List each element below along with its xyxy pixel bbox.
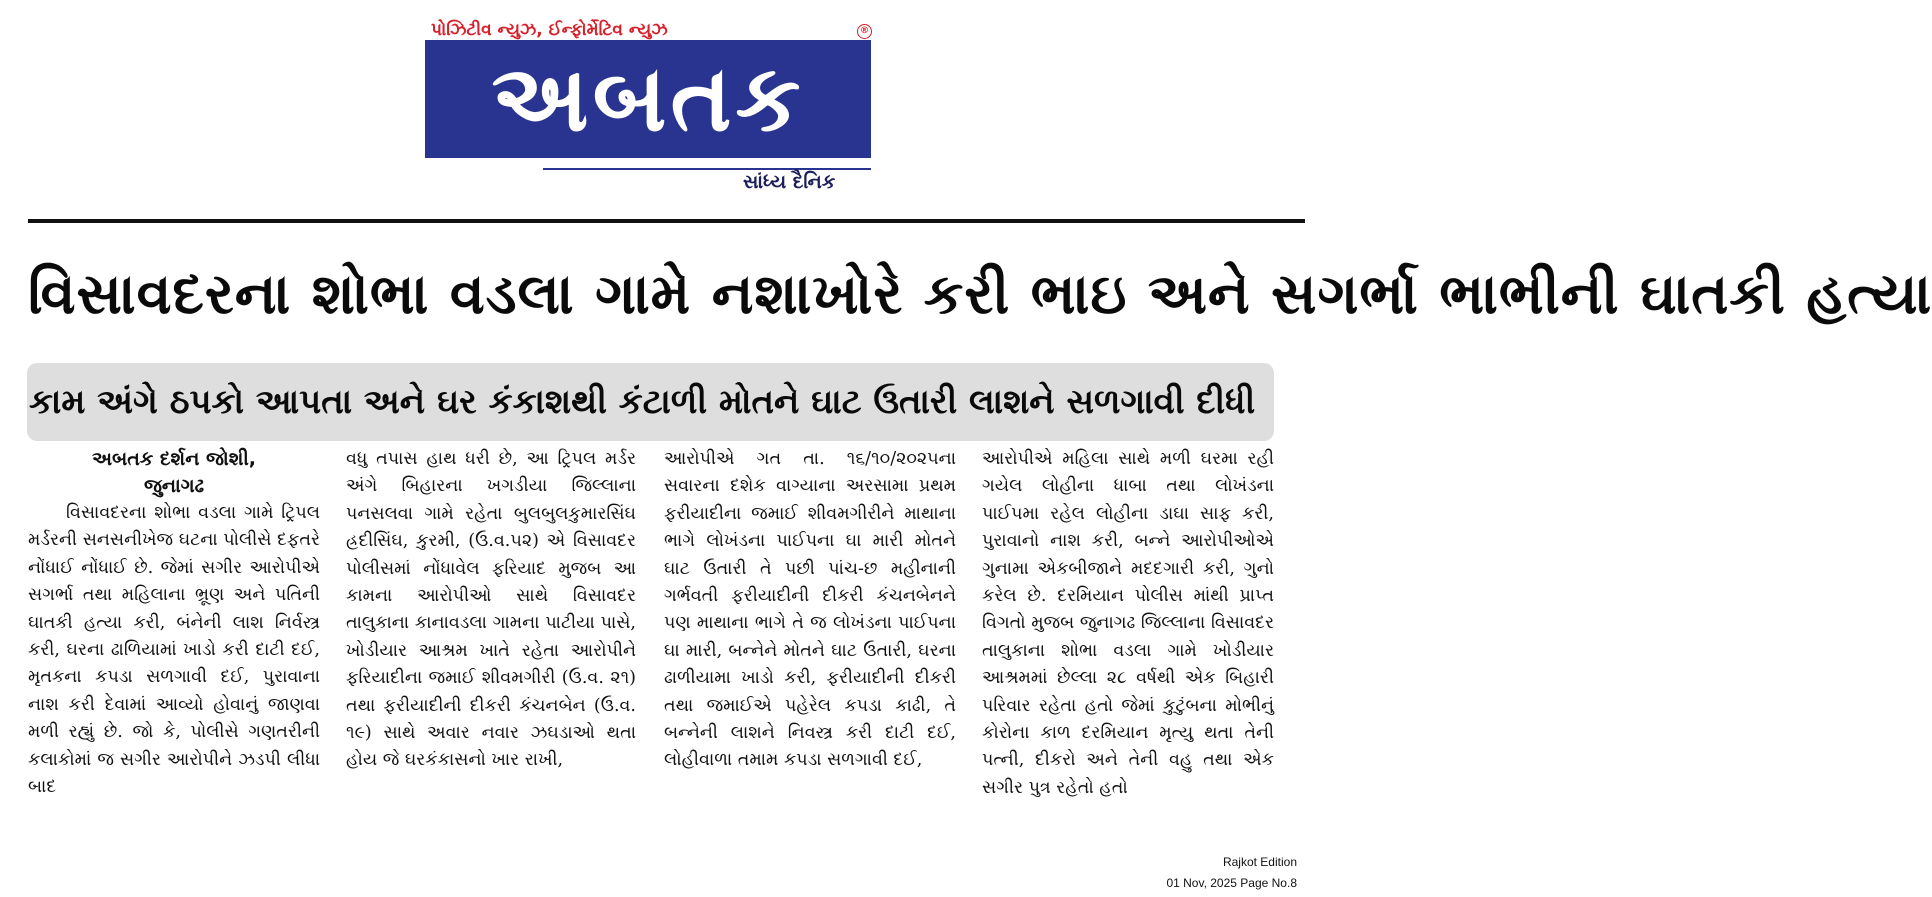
masthead <box>425 18 885 203</box>
column-text: આરોપીએ ગત તા. ૧૬/૧૦/૨૦૨૫ના સવારના દશેક વાગ્યાના અરસામા પ્રથમ ફરીયાદીના જમાઈ શીવમગીરીને માથાના ભાગે લોખંડના પાઈપના ઘા મારી મોતને ઘાટ ઉતારી તે પછી પાંચ-છ મહીનાની ગર્ભવતી ફરીયાદીની દીકરી કંચનબેનને પણ માથાના ભાગે તે જ લોખંડના પાઈપના ઘા મારી, બન્નેને મોતને ઘાટ ઉતારી, ઘરના ઢાળીયામા ખાડો કરી, ફરીયાદીની દીકરી તથા જમાઈએ પહેરેલ કપડા કાઢી, તે બન્નેની લાશને નિવસ્ત્ર કરી દાટી દઈ, લોહીવાળા તમામ કપડા સળગાવી દઈ, <box>664 449 956 771</box>
newspaper-logo: અબતક <box>425 40 871 158</box>
article-column-2 <box>346 446 636 836</box>
edition-info <box>1166 852 1297 894</box>
article-headline: વિસાવદરના શોભા વડલા ગામે નશાખોરે કરી ભાઇ અને સગર્ભા ભાભીની ઘાતકી હત્યા <box>28 262 1932 327</box>
article-column-1 <box>28 446 320 836</box>
masthead-subtitle: સાંધ્ય દૈનિક <box>743 171 836 193</box>
article-column-4 <box>982 446 1274 851</box>
masthead-divider <box>28 219 1305 223</box>
byline-name: અબતક દર્શન જોશી, <box>92 448 256 470</box>
column-text: વિસાવદરના શોભા વડલા ગામે ટ્રિપલ મર્ડરની સનસનીખેજ ઘટના પોલીસે દફતરે નોંધાઈ નોંધાઈ છે. જેમાં સગીર આરોપીએ સગર્ભા તથા મહિલાના ભ્રૂણ અને પતિની ઘાતકી હત્યા કરી, બંનેની લાશ નિર્વસ્ત્ર કરી, ઘરના ઢાળિયામાં ખાડો કરી દાટી દઈ, મૃતકના કપડા સળગાવી દઈ, પુરાવાના નાશ કરી દેવામાં આવ્યો હોવાનું જાણવા મળી રહ્યું છે. જો કે, પોલીસે ગણતરીની કલાકોમાં જ સગીર આરોપીને ઝડપી લીધા બાદ <box>28 503 320 798</box>
subheadline-banner <box>27 363 1274 441</box>
masthead-tagline: પોઝિટીવ ન્યુઝ, ઈન્ફોર્મેટિવ ન્યુઝ <box>431 20 668 40</box>
edition-date-page: 01 Nov, 2025 Page No.8 <box>1166 876 1297 890</box>
byline-place: જુનાગઢ <box>143 475 205 497</box>
logo-underline <box>543 168 871 170</box>
edition-name: Rajkot Edition <box>1222 855 1297 869</box>
column-text: વધુ તપાસ હાથ ધરી છે, આ ટ્રિપલ મર્ડર અંગે બિહારના ખગડીયા જિલ્લાના પનસલવા ગામે રહેતા બુલબુલકુમારસિંઘ હ્રદીસિંઘ, કુરમી, (ઉ.વ.૫૨) એ વિસાવદર પોલીસમાં નોંધાવેલ ફરિયાદ મુજબ આ કામના આરોપીઓ સાથે વિસાવદર તાલુકાના કાનાવડલા ગામના પાટીયા પાસે, ખોડીયાર આશ્રમ ખાતે રહેતા આરોપીને ફરિયાદીના જમાઈ શીવમગીરી (ઉ.વ. ૨૧) તથા ફરીયાદીની દીકરી કંચનબેન (ઉ.વ. ૧૯) સાથે અવાર નવાર ઝઘડાઓ થતા હોય જે ઘરકંકાસનો ખાર રાખી, <box>346 449 636 771</box>
registered-mark-icon: ® <box>857 24 872 39</box>
column-text: આરોપીએ મહિલા સાથે મળી ઘરમા રહી ગયેલ લોહીના ધાબા તથા લોખંડના પાઈપમા રહેલ લોહીના ડાઘા સાફ કરી, પુરાવાનો નાશ કરી, બન્ને આરોપીઓએ ગુનામા એકબીજાને મદદગારી કરી, ગુનો કરેલ છે. દરમિયાન પોલીસ માંથી પ્રાપ્ત વિગતો મુજબ જુનાગઢ જિલ્લાના વિસાવદર તાલુકાના શોભા વડલા ગામે ખોડીયાર આશ્રમમાં છેલ્લા ૨૮ વર્ષથી એક બિહારી પરિવાર રહેતા હતો જેમાં કુટુંબના મોભીનું કોરોના કાળ દરમિયાન મૃત્યુ થતા તેની પત્ની, દીકરો અને તેની વહુ તથા એક સગીર પુત્ર રહેતો હતો <box>982 449 1274 798</box>
article-column-3 <box>664 446 956 836</box>
article-subheadline: કામ અંગે ઠપકો આપતા અને ઘર કંકાશથી કંટાળી મોતને ઘાટ ઉતારી લાશને સળગાવી દીધી <box>29 382 1256 422</box>
